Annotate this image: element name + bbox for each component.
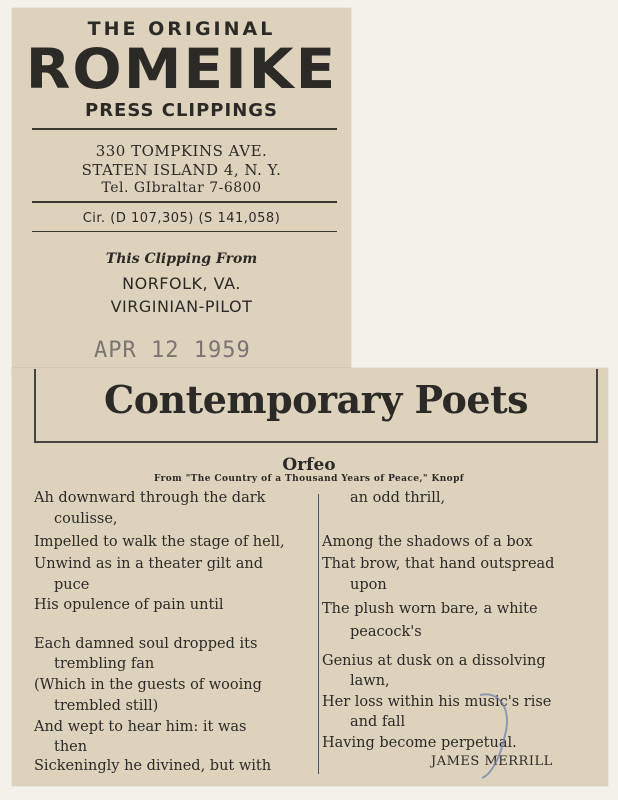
circulation: Cir. (D 107,305) (S 141,058)	[82, 211, 281, 226]
poem-line: His opulence of pain until	[34, 597, 224, 613]
article-heading: Contemporary Poets	[103, 377, 529, 422]
poem-line: Having become perpetual.	[322, 735, 517, 751]
poem-line: and fall	[350, 714, 406, 730]
romeike-header-clipping	[12, 8, 351, 375]
poem-line: Ah downward through the dark	[34, 490, 266, 506]
poem-line: That brow, that hand outspread	[322, 556, 555, 572]
poem-line: Impelled to walk the stage of hell,	[34, 534, 285, 550]
newspaper-name: VIRGINIAN-PILOT	[110, 297, 253, 316]
poem-source: From "The Country of a Thousand Years of Peace," Knopf	[153, 474, 465, 484]
poem-line: And wept to hear him: it was	[34, 719, 247, 735]
date-stamp: APR 12 1959	[94, 338, 251, 363]
phone-number: Tel. GIbraltar 7-6800	[101, 180, 262, 196]
poem-title: Orfeo	[282, 455, 336, 475]
clipping-from-label: This Clipping From	[105, 251, 258, 267]
brand-name: ROMEIKE	[25, 36, 338, 102]
address-city: STATEN ISLAND 4, N. Y.	[81, 161, 282, 179]
poem-line: (Which in the guests of wooing	[34, 677, 262, 693]
poem-line: Each damned soul dropped its	[34, 636, 258, 652]
newspaper-city: NORFOLK, VA.	[122, 274, 241, 293]
poem-line: an odd thrill,	[350, 490, 446, 506]
poem-line: coulisse,	[54, 511, 118, 527]
address-street: 330 TOMPKINS AVE.	[95, 142, 268, 160]
poem-line: Sickeningly he divined, but with	[34, 758, 272, 774]
poem-line: Her loss within his music's rise	[322, 694, 552, 710]
poem-line: lawn,	[350, 673, 390, 689]
divider	[32, 128, 337, 130]
column-divider	[318, 494, 319, 774]
poem-line: peacock's	[350, 624, 422, 640]
brand-tagline: THE ORIGINAL	[87, 18, 276, 40]
poem-line: trembling fan	[54, 656, 155, 672]
poem-line: Unwind as in a theater gilt and	[34, 556, 263, 572]
poem-line: Among the shadows of a box	[322, 534, 533, 550]
poem-line: Genius at dusk on a dissolving	[322, 653, 546, 669]
poem-line: puce	[54, 577, 90, 593]
poem-line: The plush worn bare, a white	[322, 601, 538, 617]
poem-line: then	[54, 739, 88, 755]
heading-box	[34, 369, 598, 443]
divider	[32, 231, 337, 232]
brand-subtitle: PRESS CLIPPINGS	[85, 100, 278, 121]
divider	[32, 201, 337, 203]
poem-line: upon	[350, 577, 387, 593]
pen-mark	[460, 690, 520, 780]
poem-line: trembled still)	[54, 698, 159, 714]
poem-author: JAMES MERRILL	[431, 754, 553, 769]
